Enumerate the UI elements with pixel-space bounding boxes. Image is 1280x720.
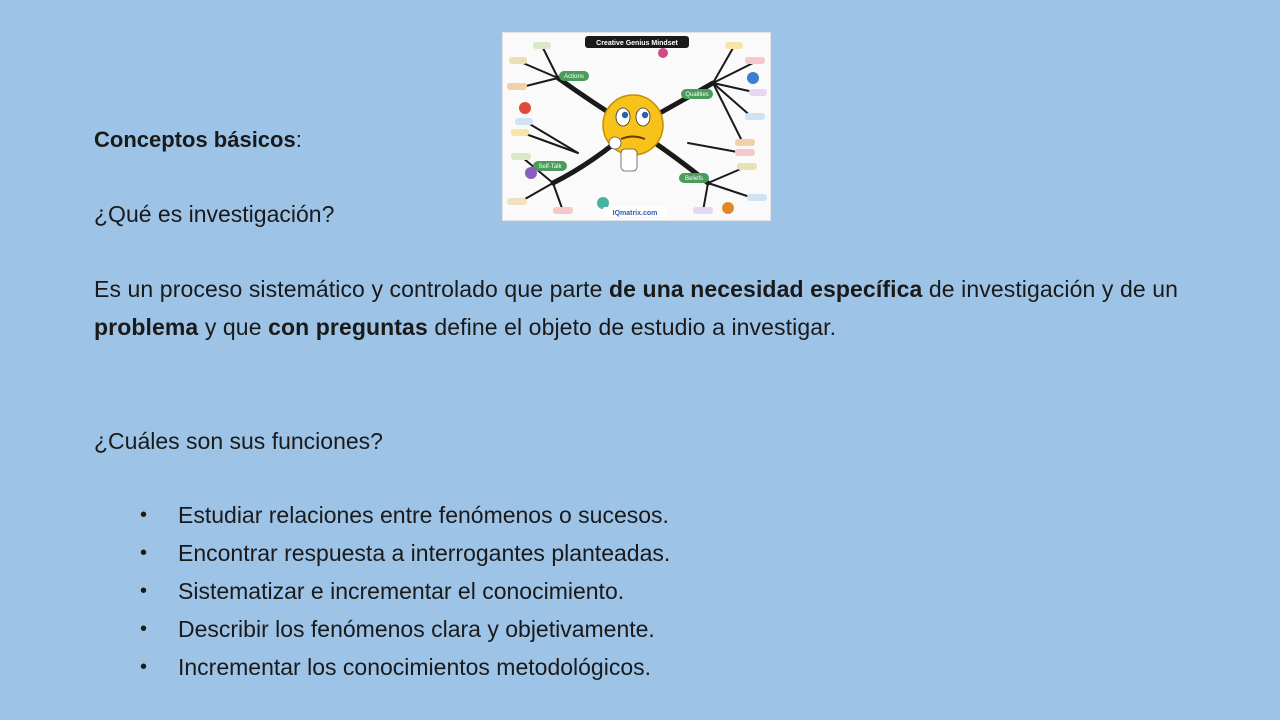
- heading-bold: Conceptos básicos: [94, 127, 296, 152]
- mind-map-title: Creative Genius Mindset: [596, 40, 678, 47]
- definition-text-3: y que: [198, 314, 269, 340]
- definition-bold-1: de una necesidad específica: [609, 276, 923, 302]
- list-item: [140, 534, 670, 572]
- thinking-face-icon: [603, 95, 663, 171]
- bullet: •: [140, 504, 148, 526]
- bullet: •: [140, 542, 148, 564]
- bullet: •: [140, 656, 148, 678]
- mind-map-footer: IQmatrix.com: [612, 210, 658, 217]
- list-item: [140, 610, 670, 648]
- list-item: [140, 648, 670, 686]
- svg-text:Self-Talk: Self-Talk: [538, 164, 562, 170]
- list-item-text: Incrementar los conocimientos metodológicos.: [178, 654, 652, 680]
- list-item: [140, 572, 670, 610]
- definition-paragraph: [94, 270, 1194, 346]
- svg-text:Beliefs: Beliefs: [684, 176, 704, 182]
- mind-map-icon: [503, 33, 770, 220]
- list-item-text: Describir los fenómenos clara y objetivamente.: [178, 616, 655, 642]
- definition-bold-3: con preguntas: [268, 314, 428, 340]
- question-what-is-research: ¿Qué es investigación?: [94, 201, 335, 227]
- list-item: [140, 496, 670, 534]
- mind-map-image: [502, 32, 771, 221]
- heading: [94, 124, 302, 156]
- list-item-text: Estudiar relaciones entre fenómenos o sucesos.: [178, 502, 669, 528]
- heading-suffix: :: [295, 127, 302, 152]
- svg-text:Qualities: Qualities: [685, 92, 709, 98]
- definition-text-2: de investigación y de un: [922, 276, 1179, 302]
- svg-text:Actions: Actions: [564, 74, 584, 80]
- functions-list: [140, 496, 670, 686]
- definition-text-4: define el objeto de estudio a investigar.: [427, 314, 837, 340]
- definition-text-1: Es un proceso sistemático y controlado que parte: [94, 276, 610, 302]
- bullet: •: [140, 580, 148, 602]
- question-functions: ¿Cuáles son sus funciones?: [94, 428, 383, 454]
- list-item-text: Encontrar respuesta a interrogantes planteadas.: [178, 540, 671, 566]
- bullet: •: [140, 618, 148, 640]
- list-item-text: Sistematizar e incrementar el conocimiento.: [178, 578, 625, 604]
- definition-bold-2: problema: [94, 314, 199, 340]
